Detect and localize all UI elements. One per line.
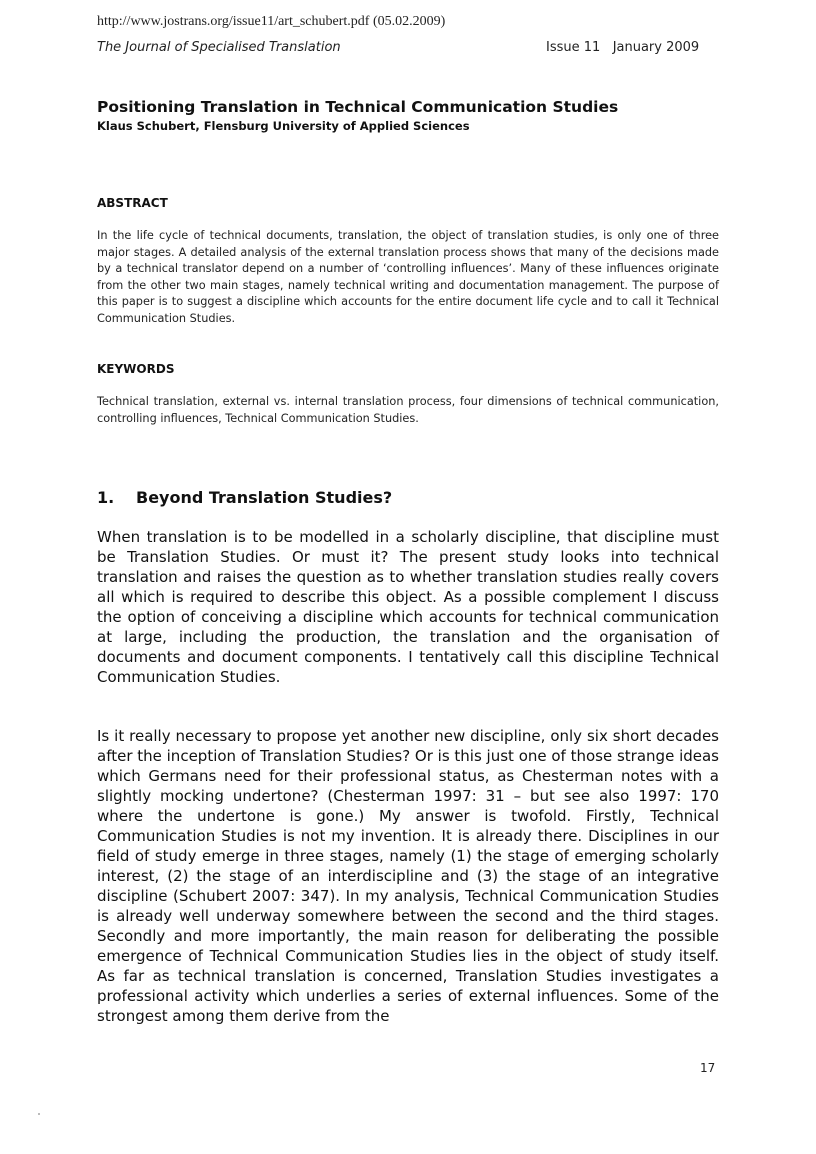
section-number: 1. [97, 488, 115, 507]
article-author: Klaus Schubert, Flensburg University of Applied Sciences [97, 119, 470, 133]
scan-speck [38, 1113, 40, 1115]
abstract-heading: ABSTRACT [97, 196, 168, 210]
section-heading [97, 488, 392, 507]
journal-name: The Journal of Specialised Translation [97, 40, 341, 55]
body-paragraph-1: When translation is to be modelled in a scholarly discipline, that discipline must be Translation Studies. Or must it? The present study looks into technical translation and raises the question as to whether translation studies really covers all which is required to describe this object. As a possible complement I discuss the option of conceiving a discipline which accounts for technical communication at large, including the production, the translation and the organisation of documents and document components. I tentatively call this discipline Technical Communication Studies. [97, 528, 719, 686]
abstract-text: In the life cycle of technical documents, translation, the object of translation studies, is only one of three major stages. A detailed analysis of the external translation process shows that many of the decisions made by a technical translator depend on a number of ‘controlling influences’. Many of these influences originate from the other two main stages, namely technical writing and documentation management. The purpose of this paper is to suggest a discipline which accounts for the entire document life cycle and to call it Technical Communication Studies. [97, 229, 719, 325]
keywords-heading: KEYWORDS [97, 362, 175, 376]
page-number: 17 [700, 1061, 716, 1075]
section-title: Beyond Translation Studies? [136, 488, 393, 507]
article-title: Positioning Translation in Technical Communication Studies [97, 98, 619, 116]
issue-date: Issue 11 January 2009 [546, 40, 700, 55]
keywords-text: Technical translation, external vs. internal translation process, four dimensions of technical communication, controlling influences, Technical Communication Studies. [97, 395, 719, 425]
source-url: http://www.jostrans.org/issue11/art_schubert.pdf (05.02.2009) [97, 14, 446, 29]
body-paragraph-2: Is it really necessary to propose yet another new discipline, only six short decades after the inception of Translation Studies? Or is this just one of those strange ideas which Germans need for their professional status, as Chesterman notes with a slightly mocking undertone? (Chesterman 1997: 31 – but see also 1997: 170 where the undertone is gone.) My answer is twofold. Firstly, Technical Communication Studies is not my invention. It is already there. Disciplines in our field of study emerge in three stages, namely (1) the stage of emerging scholarly interest, (2) the stage of an interdiscipline and (3) the stage of an integrative discipline (Schubert 2007: 347). In my analysis, Technical Communication Studies is already well underway somewhere between the second and the third stages. Secondly and more importantly, the main reason for deliberating the possible emergence of Technical Communication Studies lies in the object of study itself. As far as technical translation is concerned, Translation Studies investigates a professional activity which underlies a series of external influences. Some of the strongest among them derive from the [97, 727, 719, 1025]
